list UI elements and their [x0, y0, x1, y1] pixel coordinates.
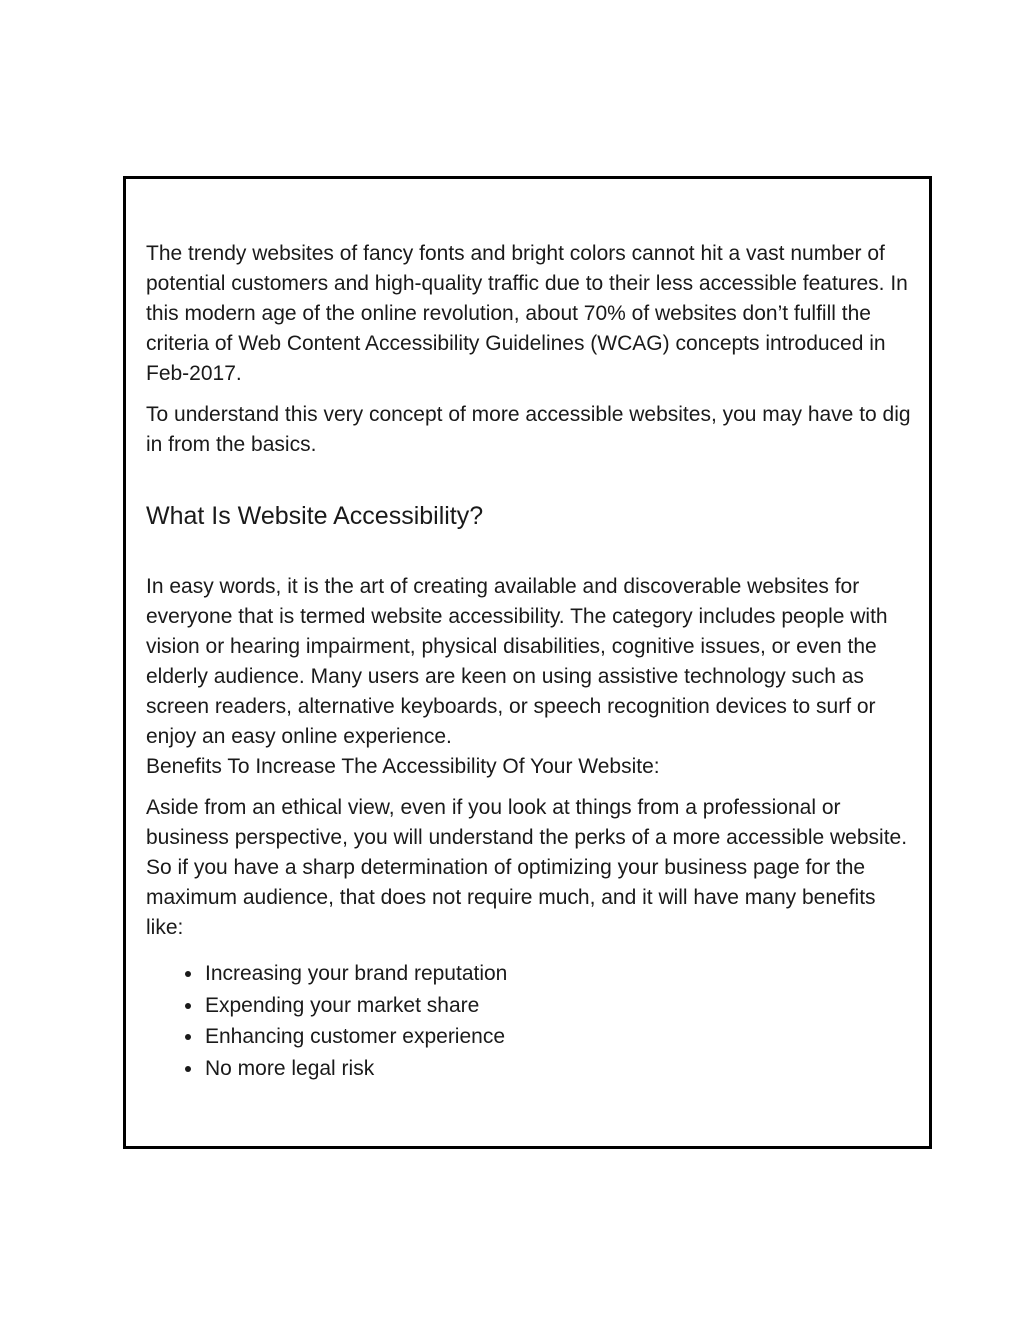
intro-paragraph-1: The trendy websites of fancy fonts and bright colors cannot hit a vast number of potential customers and high-quality traffic due to their less accessible features. In this modern age of the online revolution, about 70% of websites don’t fulfill the criteria of Web Content Accessibility Guidelines (WCAG) concepts introduced in Feb-2017. [146, 242, 908, 385]
document-content [146, 239, 916, 1084]
intro-paragraph-2: To understand this very concept of more accessible websites, you may have to dig in from the basics. [146, 403, 911, 456]
definition-paragraph: In easy words, it is the art of creating available and discoverable websites for everyone that is termed website accessibility. The category includes people with vision or hearing impairment, physical disabilities, cognitive issues, or even the elderly audience. Many users are keen on using assistive technology such as screen readers, alternative keyboards, or speech recognition devices to surf or enjoy an easy online experience. [146, 575, 888, 748]
benefits-paragraph: Aside from an ethical view, even if you look at things from a professional or business perspective, you will understand the perks of a more accessible website. So if you have a sharp determination of optimizing your business page for the maximum audience, that does not require much, and it will have many benefits like: [146, 796, 908, 939]
list-item: Expending your market share [185, 990, 916, 1022]
list-item: Increasing your brand reputation [185, 958, 916, 990]
section-heading: What Is Website Accessibility? [146, 502, 484, 530]
document-frame [123, 176, 932, 1149]
list-item: No more legal risk [185, 1053, 916, 1085]
list-item: Enhancing customer experience [185, 1021, 916, 1053]
benefits-heading: Benefits To Increase The Accessibility Of Your Website: [146, 755, 660, 778]
benefits-list [146, 958, 916, 1084]
